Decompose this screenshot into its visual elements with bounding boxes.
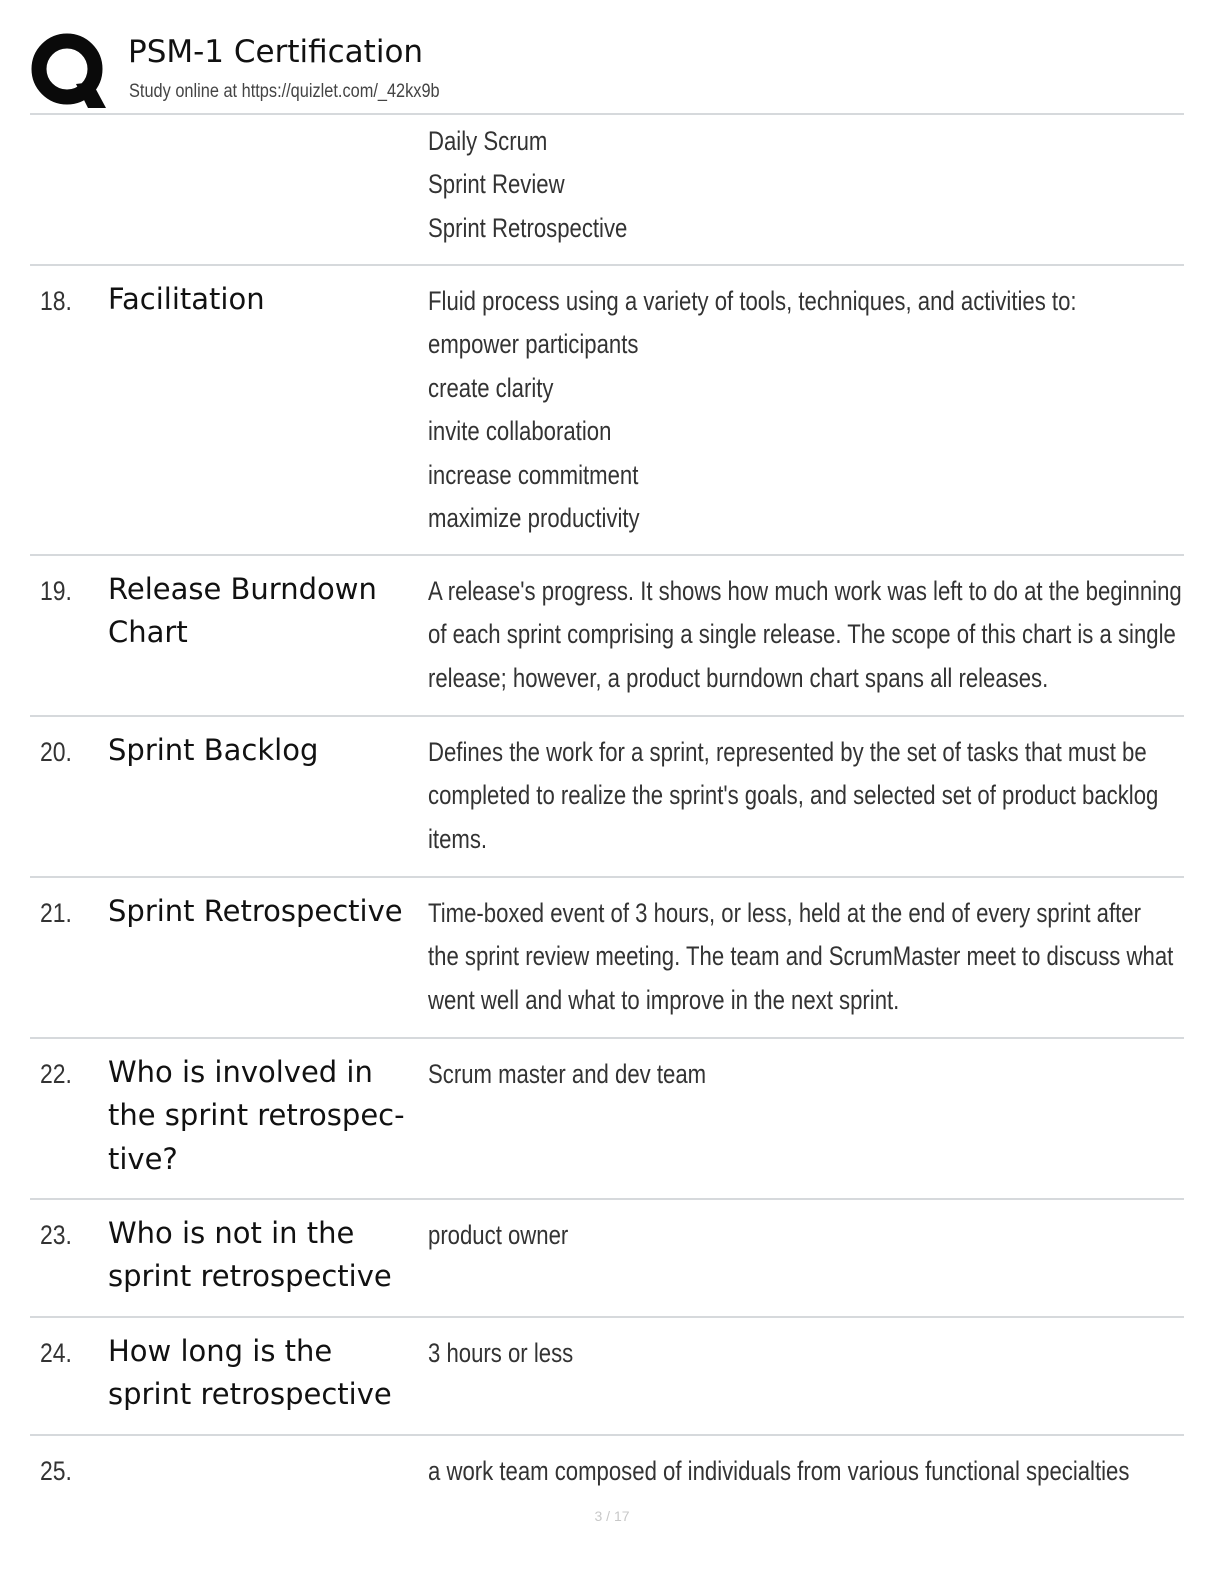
- term-line: Who is involved in: [108, 1055, 373, 1089]
- definition-line: Sprint Retrospective: [428, 212, 628, 243]
- card-definition: [428, 731, 1224, 861]
- card-number: 23.: [40, 1220, 72, 1250]
- card-number: 24.: [40, 1338, 72, 1368]
- flashcard-row: [30, 715, 1184, 854]
- card-definition: [428, 1214, 599, 1257]
- definition-line: 3 hours or less: [428, 1338, 574, 1368]
- flashcard-row: [30, 554, 1184, 693]
- definition-line: Sprint Review: [428, 169, 565, 200]
- card-definition: [428, 280, 1219, 540]
- card-number: 18.: [40, 286, 72, 316]
- definition-line: completed to realize the sprint's goals, and selected set of product backlog: [428, 780, 1159, 811]
- page-header: [30, 28, 1184, 112]
- flashcard-row: [30, 1037, 1184, 1176]
- term-line: How long is the: [108, 1334, 333, 1368]
- term-line: Facilitation: [108, 282, 265, 316]
- card-term: [108, 1330, 392, 1417]
- header-divider: [30, 113, 1184, 115]
- continued-definition: [428, 120, 671, 250]
- definition-line: a work team composed of individuals from various functional specialties: [428, 1456, 1130, 1486]
- definition-line: Fluid process using a variety of tools, techniques, and activities to:: [428, 286, 1077, 316]
- definition-line: empower participants: [428, 329, 639, 360]
- term-line: sprint retrospective: [108, 1377, 392, 1412]
- term-line: Chart: [108, 615, 188, 650]
- definition-line: increase commitment: [428, 459, 639, 490]
- flashcard-row: [30, 1198, 1184, 1294]
- term-line: Release Burndown: [108, 572, 377, 606]
- flashcard-row: [30, 1316, 1184, 1412]
- card-definition: [428, 1450, 1224, 1493]
- definition-line: Time-boxed event of 3 hours, or less, held at the end of every sprint after: [428, 898, 1141, 928]
- card-number: 21.: [40, 898, 72, 928]
- definition-line: items.: [428, 823, 488, 854]
- card-definition: [428, 1053, 767, 1096]
- card-number: 22.: [40, 1059, 72, 1089]
- definition-line: Defines the work for a sprint, represented by the set of tasks that must be: [428, 737, 1147, 767]
- definition-line: the sprint review meeting. The team and ScrumMaster meet to discuss what: [428, 941, 1174, 972]
- document-title: PSM-1 Certification: [128, 34, 424, 70]
- card-term: [108, 278, 265, 321]
- definition-line: product owner: [428, 1220, 569, 1250]
- definition-line: invite collaboration: [428, 416, 612, 447]
- card-definition: [428, 1332, 605, 1375]
- card-term: [108, 568, 377, 655]
- definition-line: went well and what to improve in the next sprint.: [428, 984, 900, 1015]
- card-number: 20.: [40, 737, 72, 767]
- card-term: [108, 1051, 405, 1181]
- term-line: sprint retrospective: [108, 1259, 392, 1294]
- flashcard-row: [30, 264, 1184, 534]
- definition-line: release; however, a product burndown chart spans all releases.: [428, 662, 1049, 693]
- term-line: tive?: [108, 1141, 178, 1176]
- term-line: Who is not in the: [108, 1216, 355, 1250]
- definition-line: Scrum master and dev team: [428, 1059, 707, 1089]
- definition-line: of each sprint comprising a single release. The scope of this chart is a single: [428, 619, 1176, 650]
- definition-line: Daily Scrum: [428, 126, 548, 156]
- quizlet-logo-icon: [30, 32, 108, 110]
- definition-line: create clarity: [428, 372, 554, 403]
- card-number: 25.: [40, 1456, 72, 1486]
- card-term: [108, 890, 403, 933]
- term-line: Sprint Backlog: [108, 733, 319, 767]
- card-number: 19.: [40, 576, 72, 606]
- flashcard-row: [30, 876, 1184, 1015]
- term-line: Sprint Retrospective: [108, 894, 403, 928]
- card-term: [108, 729, 318, 772]
- flashcard-row: [30, 1434, 1184, 1486]
- definition-line: A release's progress. It shows how much work was left to do at the beginning: [428, 576, 1182, 606]
- definition-line: maximize productivity: [428, 503, 640, 534]
- card-term: [108, 1212, 392, 1299]
- page-number: 3 / 17: [594, 1508, 630, 1524]
- term-line: the sprint retrospec-: [108, 1098, 405, 1133]
- card-definition: [428, 570, 1224, 700]
- card-definition: [428, 892, 1224, 1022]
- study-online-link[interactable]: Study online at https://quizlet.com/_42kx9b: [129, 81, 440, 102]
